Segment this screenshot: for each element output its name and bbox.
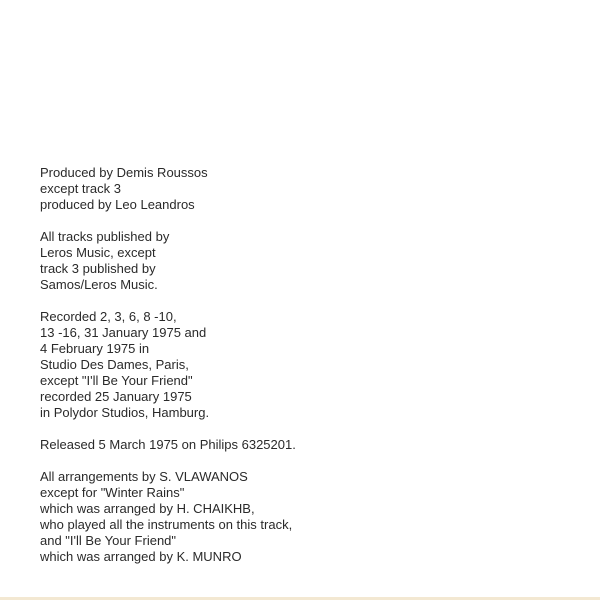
recording-line: 13 -16, 31 January 1975 and [40,325,207,340]
recording-line: except "I'll Be Your Friend" [40,373,193,388]
credits-text [40,165,580,581]
publishing-line: track 3 published by [40,261,156,276]
arrangement-line: except for "Winter Rains" [40,485,185,500]
recording-line: 4 February 1975 in [40,341,150,356]
production-credits [40,165,580,213]
recording-line: recorded 25 January 1975 [40,389,192,404]
publishing-line: Leros Music, except [40,245,156,260]
publishing-credits [40,229,580,293]
recording-line: Recorded 2, 3, 6, 8 -10, [40,309,177,324]
production-line: Produced by Demis Roussos [40,165,208,180]
arrangement-line: who played all the instruments on this track, [40,517,293,532]
arrangement-line: which was arranged by K. MUNRO [40,549,242,564]
production-line: except track 3 [40,181,121,196]
recording-line: in Polydor Studios, Hamburg. [40,405,210,420]
recording-line: Studio Des Dames, Paris, [40,357,189,372]
arrangement-line: which was arranged by H. CHAIKHB, [40,501,255,516]
arrangement-line: and "I'll Be Your Friend" [40,533,177,548]
arrangement-line: All arrangements by S. VLAWANOS [40,469,248,484]
arrangement-credits [40,469,580,565]
recording-credits [40,309,580,421]
production-line: produced by Leo Leandros [40,197,195,212]
publishing-line: Samos/Leros Music. [40,277,158,292]
release-credits [40,437,580,453]
release-line: Released 5 March 1975 on Philips 6325201. [40,437,296,452]
publishing-line: All tracks published by [40,229,170,244]
